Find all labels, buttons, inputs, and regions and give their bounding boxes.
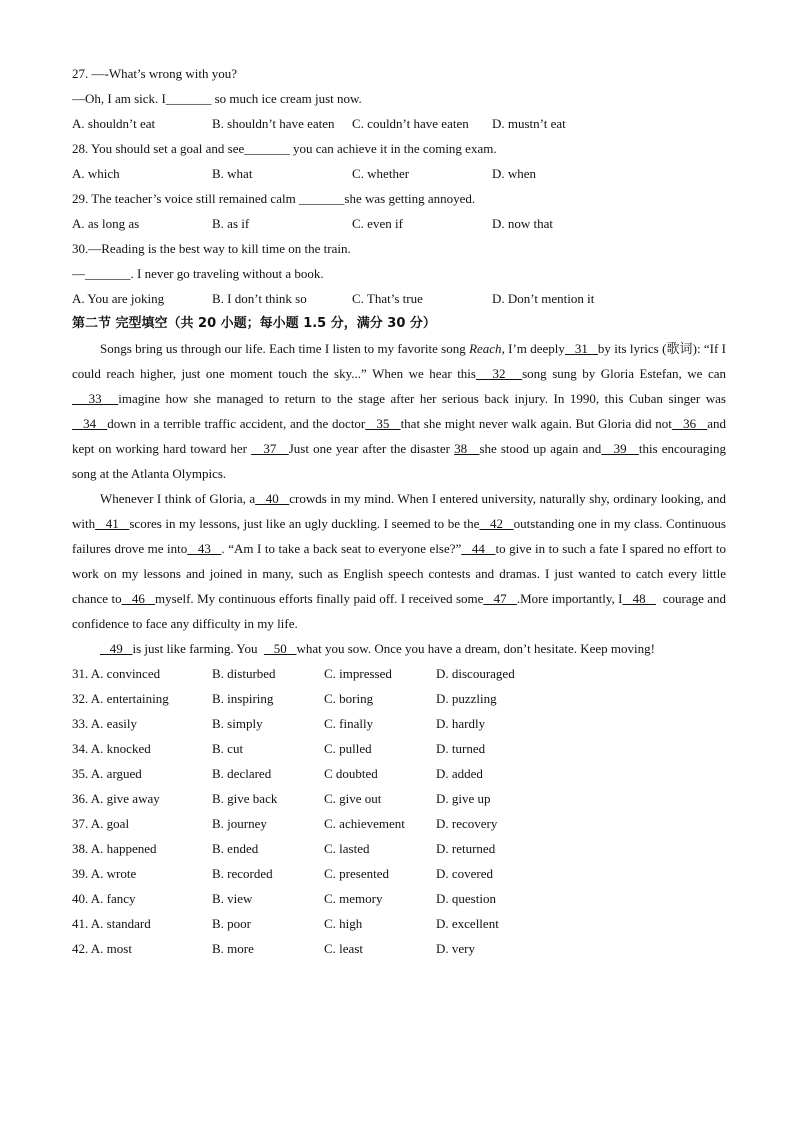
blank-43: 43 <box>187 541 222 556</box>
option-b: B. what <box>212 166 253 181</box>
option-c: C. whether <box>352 166 410 181</box>
option-d: D. very <box>436 941 475 956</box>
passage-text: is just like farming. You <box>132 641 264 656</box>
answer-row-36 <box>72 786 726 811</box>
blank-46: 46 <box>121 591 156 606</box>
option-c: C. even if <box>352 216 403 231</box>
option-c: C. finally <box>324 716 374 731</box>
question-stem: 27. —-What’s wrong with you? <box>72 66 238 81</box>
blank-50: 50 <box>263 641 297 656</box>
option-a: 39. A. wrote <box>72 866 137 881</box>
option-d: D. now that <box>492 216 554 231</box>
option-a: 37. A. goal <box>72 816 130 831</box>
question-28 <box>72 136 726 186</box>
answer-row-32 <box>72 686 726 711</box>
option-a: 36. A. give away <box>72 791 160 806</box>
question-27 <box>72 61 726 136</box>
option-row <box>72 286 726 311</box>
passage-text: down in a terrible traffic accident, and the doctor <box>107 416 366 431</box>
passage-text: crowds in my mind. When I entered university, naturally shy, ordinary looking, and with <box>72 491 727 531</box>
option-a: 38. A. happened <box>72 841 157 856</box>
blank-41: 41 <box>95 516 130 531</box>
blank-39: 39 <box>601 441 639 456</box>
option-c: C. That’s true <box>352 291 423 306</box>
blank-31: 31 <box>564 341 598 356</box>
answer-row-40 <box>72 886 726 911</box>
option-c: C. high <box>324 916 363 931</box>
passage-text: this encouraging song at the Atlanta Olympics. <box>72 441 727 481</box>
passage-text: . “Am I to take a back seat to everyone else?” <box>221 541 462 556</box>
question-stem: —_______. I never go traveling without a book. <box>72 266 324 281</box>
option-b: B. cut <box>212 741 244 756</box>
option-d: D. mustn’t eat <box>492 116 566 131</box>
option-c: C. memory <box>324 891 383 906</box>
answer-row-39 <box>72 861 726 886</box>
option-b: B. view <box>212 891 253 906</box>
option-a: 42. A. most <box>72 941 132 956</box>
passage-text: she stood up again and <box>479 441 602 456</box>
blank-47: 47 <box>483 591 517 606</box>
option-d: D. returned <box>436 841 496 856</box>
option-d: D. added <box>436 766 483 781</box>
passage-text: song sung by Gloria Estefan, we can <box>522 366 726 381</box>
question-stem: 30.—Reading is the best way to kill time on the train. <box>72 241 351 256</box>
option-d: D. when <box>492 166 537 181</box>
answer-row-33 <box>72 711 726 736</box>
blank-35: 35 <box>365 416 401 431</box>
blank-37: 37 <box>251 441 289 456</box>
option-c: C. achievement <box>324 816 405 831</box>
option-d: D. Don’t mention it <box>492 291 595 306</box>
passage-text: by its lyrics (歌词): “If I could reach higher, just one moment touch the sky...” When we hear this <box>72 341 727 381</box>
answer-row-41 <box>72 911 726 936</box>
blank-40: 40 <box>255 491 290 506</box>
passage-text: myself. My continuous efforts finally paid off. I received some <box>155 591 484 606</box>
option-d: D. covered <box>436 866 494 881</box>
option-c: C. pulled <box>324 741 372 756</box>
option-b: B. as if <box>212 216 250 231</box>
question-stem: 28. You should set a goal and see_______ you can achieve it in the coming exam. <box>72 141 497 156</box>
passage-text: courage and confidence to face any difficulty in my life. <box>72 591 730 631</box>
blank-38: 38 <box>454 441 480 456</box>
passage-text: Just one year after the disaster <box>288 441 455 456</box>
option-d: D. give up <box>436 791 491 806</box>
option-a: 31. A. convinced <box>72 666 161 681</box>
answer-options <box>72 661 726 961</box>
option-c: C doubted <box>324 766 378 781</box>
option-row <box>72 111 726 136</box>
option-a: A. You are joking <box>72 291 165 306</box>
option-row <box>72 161 726 186</box>
option-c: C. impressed <box>324 666 392 681</box>
option-b: B. recorded <box>212 866 273 881</box>
blank-33: 33 <box>72 391 119 406</box>
blank-32: 32 <box>475 366 523 381</box>
section-title: 第二节 完型填空（共 20 小题；每小题 1.5 分，满分 30 分） <box>72 316 436 331</box>
answer-row-34 <box>72 736 726 761</box>
blank-44: 44 <box>461 541 496 556</box>
option-d: D. discouraged <box>436 666 515 681</box>
option-b: B. disturbed <box>212 666 276 681</box>
option-c: C. least <box>324 941 363 956</box>
option-b: B. shouldn’t have eaten <box>212 116 335 131</box>
option-b: B. poor <box>212 916 251 931</box>
option-a: 34. A. knocked <box>72 741 151 756</box>
answer-row-42 <box>72 936 726 961</box>
option-d: D. hardly <box>436 716 486 731</box>
option-c: C. lasted <box>324 841 370 856</box>
passage-text: Whenever I think of Gloria, a <box>100 491 256 506</box>
option-c: C. give out <box>324 791 382 806</box>
option-a: 33. A. easily <box>72 716 137 731</box>
option-b: B. I don’t think so <box>212 291 307 306</box>
answer-row-38 <box>72 836 726 861</box>
passage-text: .More importantly, I <box>516 591 623 606</box>
option-c: C. couldn’t have eaten <box>352 116 469 131</box>
blank-42: 42 <box>479 516 514 531</box>
option-d: D. puzzling <box>436 691 497 706</box>
passage-text: outstanding one in my class. Continuous failures drove me into <box>72 516 726 556</box>
blank-49: 49 <box>100 641 133 656</box>
option-b: B. inspiring <box>212 691 274 706</box>
question-stem: —Oh, I am sick. I_______ so much ice cream just now. <box>72 91 362 106</box>
option-b: B. give back <box>212 791 278 806</box>
answer-row-31 <box>72 661 726 686</box>
blank-34: 34 <box>72 416 108 431</box>
passage-text: that she might never walk again. But Gloria did not <box>400 416 672 431</box>
option-b: B. ended <box>212 841 259 856</box>
passage-paragraph-1 <box>72 336 726 486</box>
passage-text: scores in my lessons, just like an ugly duckling. I seemed to be the <box>129 516 480 531</box>
option-a: A. as long as <box>72 216 140 231</box>
option-a: 40. A. fancy <box>72 891 136 906</box>
option-a: A. shouldn’t eat <box>72 116 156 131</box>
option-a: 32. A. entertaining <box>72 691 169 706</box>
song-title: Reach <box>469 341 502 356</box>
option-a: 35. A. argued <box>72 766 142 781</box>
passage-text: Songs bring us through our life. Each time I listen to my favorite song <box>100 341 470 356</box>
passage-text: to give in to such a fate I spared no effort to work on my lessons and joined in many, such as English speech contests and dramas. I just wanted to catch every little chance to <box>72 541 727 606</box>
option-d: D. excellent <box>436 916 499 931</box>
option-c: C. presented <box>324 866 389 881</box>
option-b: B. journey <box>212 816 267 831</box>
blank-36: 36 <box>671 416 708 431</box>
passage-text: and kept on working hard toward her <box>72 416 726 456</box>
option-d: D. recovery <box>436 816 498 831</box>
blank-48: 48 <box>622 591 656 606</box>
question-stem: 29. The teacher’s voice still remained calm _______she was getting annoyed. <box>72 191 476 206</box>
option-a: 41. A. standard <box>72 916 151 931</box>
option-row <box>72 211 726 236</box>
question-30 <box>72 236 726 311</box>
option-d: D. question <box>436 891 496 906</box>
option-b: B. more <box>212 941 254 956</box>
option-b: B. simply <box>212 716 263 731</box>
passage-paragraph-3 <box>72 636 726 661</box>
answer-row-35 <box>72 761 726 786</box>
question-29 <box>72 186 726 236</box>
passage-text: , I’m deeply <box>501 341 565 356</box>
option-c: C. boring <box>324 691 374 706</box>
passage-text: imagine how she managed to return to the stage after her serious back injury. In 1990, this Cuban singer was <box>118 391 726 406</box>
option-d: D. turned <box>436 741 486 756</box>
answer-row-37 <box>72 811 726 836</box>
passage-text: what you sow. Once you have a dream, don’t hesitate. Keep moving! <box>296 641 655 656</box>
option-b: B. declared <box>212 766 272 781</box>
option-a: A. which <box>72 166 120 181</box>
passage-paragraph-2 <box>72 486 730 636</box>
